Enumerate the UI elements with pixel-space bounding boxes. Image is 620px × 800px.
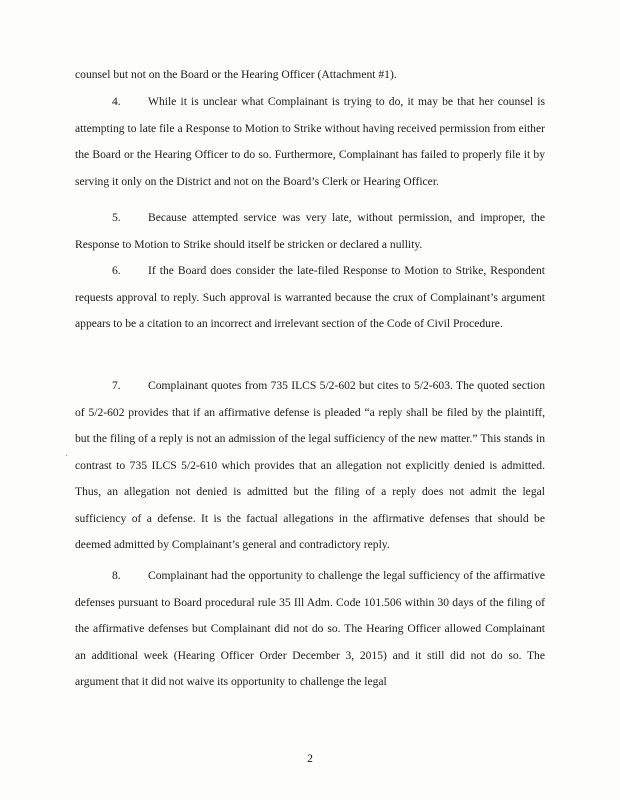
scan-speck	[66, 455, 67, 456]
paragraph-text: Complainant quotes from 735 ILCS 5/2-602 but cites to 5/2-603. The quoted section of 5/2-602 provides that if an affirmative defense is pleaded “a reply shall be filed by the plaintiff, but the filing of a reply is not an admission of the legal sufficiency of the new matter.” This stands in contrast to 735 ILCS 5/2-610 which provides that an allegation not explicitly denied is admitted. Thus, an allegation not denied is admitted but the filing of a reply does not admit the legal sufficiency of a defense. It is the factual allegations in the affirmative defenses that should be deemed admitted by Complainant’s general and contradictory reply.	[75, 379, 545, 551]
paragraph-8	[75, 563, 545, 696]
paragraph-number: 5.	[112, 211, 121, 224]
paragraph-text: If the Board does consider the late-filed Response to Motion to Strike, Respondent requests approval to reply. Such approval is warranted because the crux of Complainant’s argument appears to be a citation to an incorrect and irrelevant section of the Code of Civil Procedure.	[75, 264, 545, 330]
paragraph-text: While it is unclear what Complainant is trying to do, it may be that her counsel is attempting to late file a Response to Motion to Strike without having received permission from either the Board or the Hearing Officer to do so. Furthermore, Complainant has failed to properly file it by serving it only on the District and not on the Board’s Clerk or Hearing Officer.	[75, 95, 545, 188]
paragraph-text: Complainant had the opportunity to challenge the legal sufficiency of the affirmative defenses pursuant to Board procedural rule 35 Ill Adm. Code 101.506 within 30 days of the filing of the affirmative defenses but Complainant did not do so. The Hearing Officer allowed Complainant an additional week (Hearing Officer Order December 3, 2015) and it still did not do so. The argument that it did not waive its opportunity to challenge the legal	[75, 569, 545, 688]
paragraph-number: 8.	[112, 569, 121, 582]
paragraph-7	[75, 373, 545, 559]
paragraph-4	[75, 89, 545, 195]
paragraph-text: counsel but not on the Board or the Hearing Officer (Attachment #1).	[75, 68, 397, 81]
paragraph-number: 6.	[112, 264, 121, 277]
page-number: 2	[307, 752, 313, 765]
paragraph-continuation	[75, 62, 545, 89]
paragraph-number: 4.	[112, 95, 121, 108]
paragraph-6	[75, 258, 545, 338]
paragraph-text: Because attempted service was very late, without permission, and improper, the Response to Motion to Strike should itself be stricken or declared a nullity.	[75, 211, 545, 251]
paragraph-number: 7.	[112, 379, 121, 392]
paragraph-5	[75, 205, 545, 258]
